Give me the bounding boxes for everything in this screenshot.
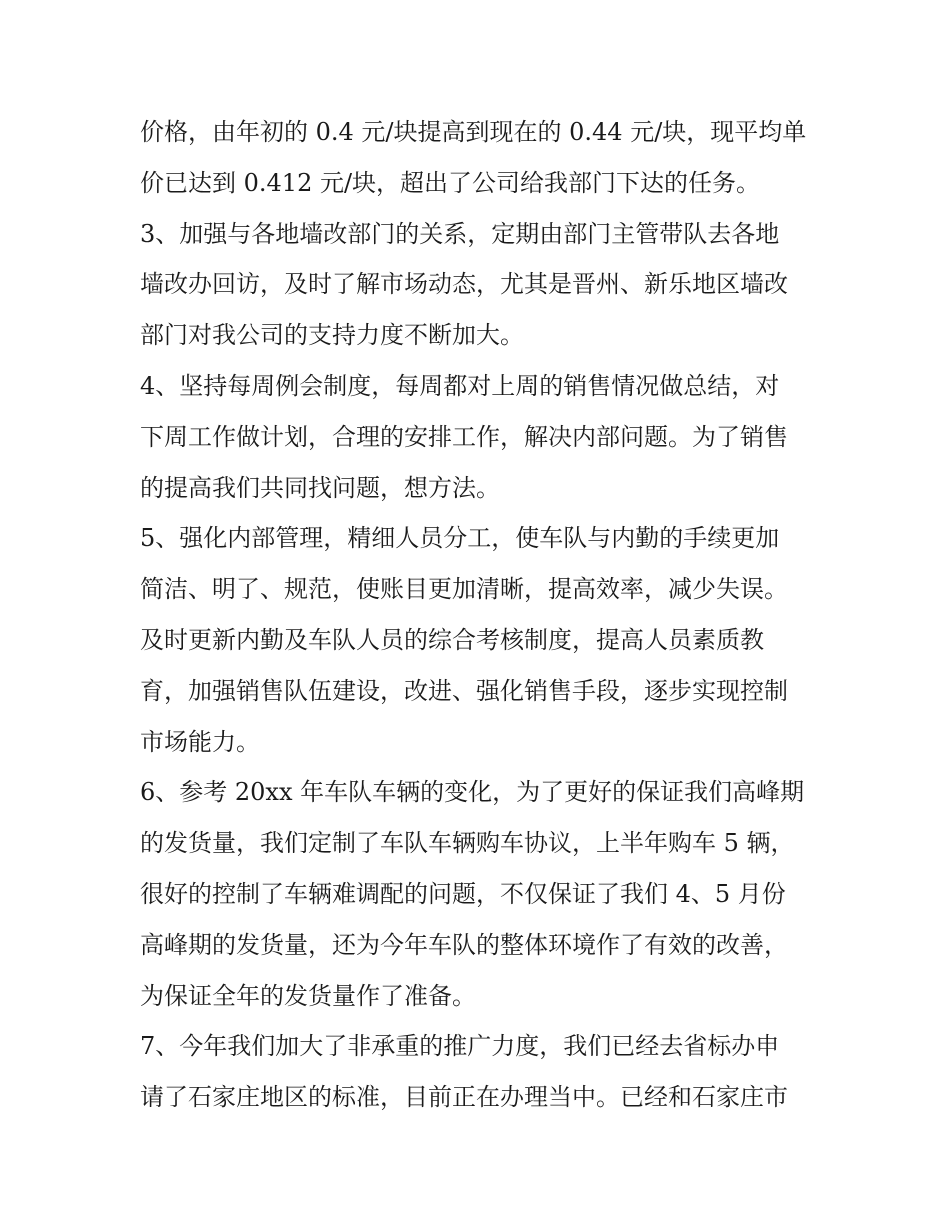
text-line: 简洁、明了、规范，使账目更加清晰，提高效率，减少失误。	[140, 575, 788, 604]
text-line: 墙改办回访，及时了解市场动态，尤其是晋州、新乐地区墙改	[140, 270, 788, 299]
text-line: 下周工作做计划，合理的安排工作，解决内部问题。为了销售	[140, 422, 788, 451]
text-line: 3、加强与各地墙改部门的关系，定期由部门主管带队去各地	[140, 219, 780, 248]
text-line: 6、参考 20xx 年车队车辆的变化，为了更好的保证我们高峰期	[140, 778, 805, 807]
text-line: 市场能力。	[140, 727, 260, 756]
text-line: 4、坚持每周例会制度，每周都对上周的销售情况做总结，对	[140, 371, 780, 400]
text-line: 5、强化内部管理，精细人员分工，使车队与内勤的手续更加	[140, 524, 780, 553]
text-line: 的发货量，我们定制了车队车辆购车协议，上半年购车 5 辆，	[140, 829, 795, 858]
text-line: 育，加强销售队伍建设，改进、强化销售手段，逐步实现控制	[140, 676, 788, 705]
text-line: 高峰期的发货量，还为今年车队的整体环境作了有效的改善，	[140, 930, 788, 959]
text-line: 很好的控制了车辆难调配的问题，不仅保证了我们 4、5 月份	[140, 879, 786, 908]
text-line: 价格，由年初的 0.4 元/块提高到现在的 0.44 元/块，现平均单	[140, 118, 807, 146]
text-line: 为保证全年的发货量作了准备。	[140, 981, 476, 1010]
document-body	[140, 107, 820, 1123]
text-line: 价已达到 0.412 元/块，超出了公司给我部门下达的任务。	[140, 168, 761, 197]
text-line: 请了石家庄地区的标准，目前正在办理当中。已经和石家庄市	[140, 1083, 788, 1112]
text-line: 的提高我们共同找问题，想方法。	[140, 473, 500, 502]
text-line: 及时更新内勤及车队人员的综合考核制度，提高人员素质教	[140, 625, 764, 654]
text-line: 部门对我公司的支持力度不断加大。	[140, 321, 524, 350]
text-line: 7、今年我们加大了非承重的推广力度，我们已经去省标办申	[140, 1032, 780, 1061]
